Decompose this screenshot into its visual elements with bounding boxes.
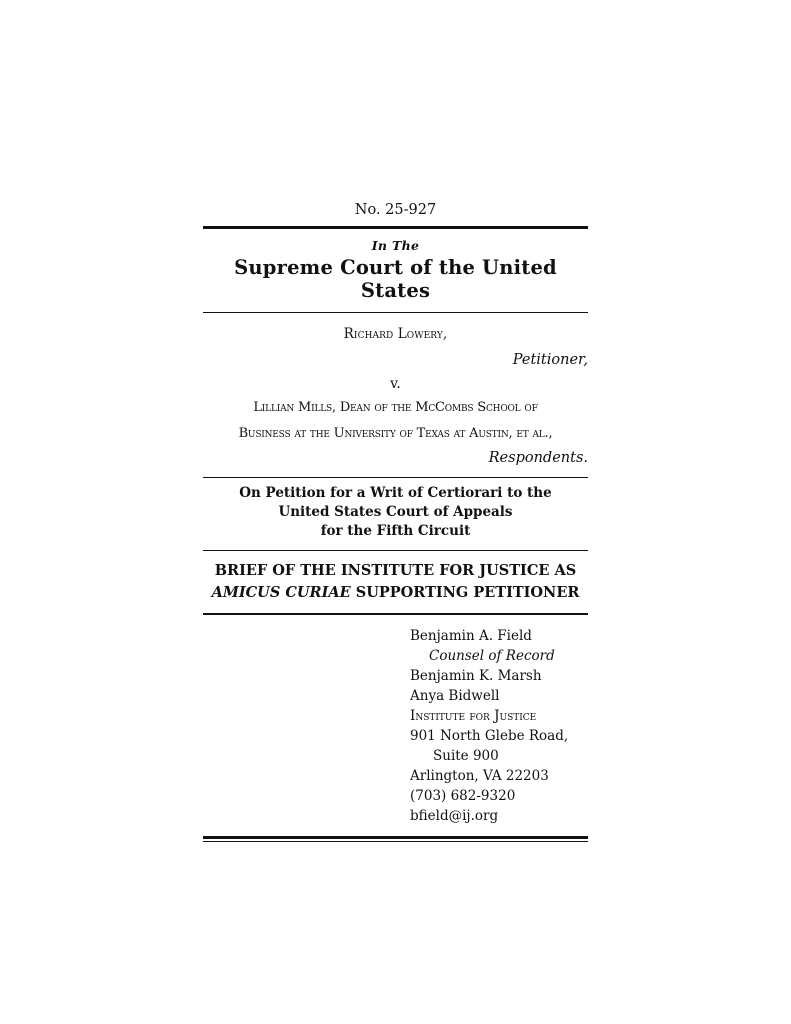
supporting-petitioner-text: SUPPORTING PETITIONER: [350, 584, 580, 601]
cover-page: [203, 198, 588, 842]
divider-rule: [203, 312, 588, 313]
bottom-thin-rule-line: [203, 841, 588, 842]
counsel-address-2: Suite 900: [433, 748, 499, 764]
court-name: Supreme Court of the United States: [234, 256, 557, 302]
counsel-name-1: Benjamin A. Field: [410, 628, 532, 644]
docket-number: No. 25-927: [354, 202, 437, 218]
brief-line-2: [203, 582, 588, 604]
counsel-name-2: Benjamin K. Marsh: [410, 668, 542, 684]
bottom-thick-rule: [203, 836, 588, 842]
brief-line-1: BRIEF OF THE INSTITUTE FOR JUSTICE AS: [214, 562, 577, 579]
petition-line-1: On Petition for a Writ of Certiorari to the: [239, 485, 552, 501]
divider-rule: [203, 613, 588, 615]
top-thick-rule: [203, 226, 588, 229]
respondent-line-1: Lillian Mills, Dean of the McCombs School of: [253, 400, 538, 415]
counsel-address-3: Arlington, VA 22203: [410, 768, 549, 784]
divider-rule: [203, 550, 588, 551]
petition-line-3: for the Fifth Circuit: [320, 523, 471, 539]
in-the-heading: In The: [371, 238, 420, 253]
counsel-phone: (703) 682-9320: [410, 788, 516, 804]
counsel-block: [410, 626, 588, 826]
amicus-curiae-text: AMICUS CURIAE: [211, 584, 351, 601]
counsel-address-1: 901 North Glebe Road,: [410, 728, 569, 744]
divider-rule: [203, 477, 588, 478]
respondents-role: Respondents.: [488, 450, 588, 466]
counsel-email: bfield@ij.org: [410, 808, 499, 824]
counsel-organization: Institute for Justice: [410, 708, 537, 724]
counsel-of-record: Counsel of Record: [429, 648, 555, 664]
petitioner-role: Petitioner,: [512, 352, 588, 368]
petition-heading: [203, 484, 588, 541]
bottom-thick-rule-line: [203, 836, 588, 839]
petitioner-name: Richard Lowery,: [343, 326, 448, 342]
brief-title: [203, 560, 588, 604]
petition-line-2: United States Court of Appeals: [278, 504, 513, 520]
versus-label: v.: [390, 376, 401, 392]
respondent-line-2: Business at the University of Texas at Austin, et al.,: [238, 426, 553, 441]
counsel-name-3: Anya Bidwell: [410, 688, 500, 704]
